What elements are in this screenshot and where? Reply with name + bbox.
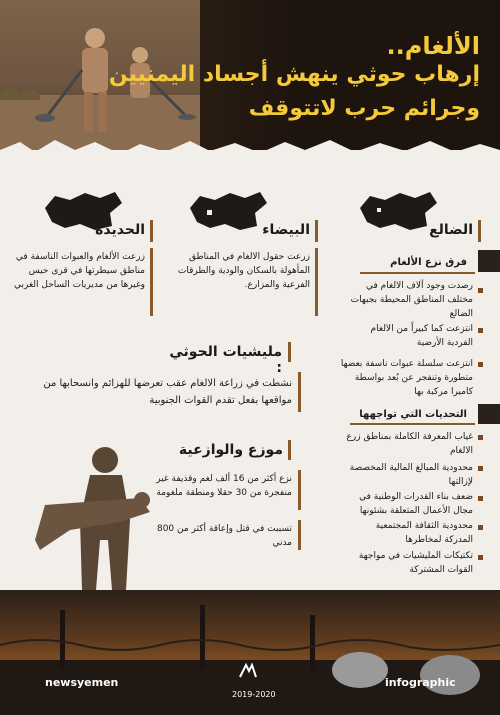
demining-item-2: انتزعت كما كبيراً من الالغام الفردية الأرضية — [370, 324, 473, 348]
title-line-1: الألغام.. — [386, 32, 480, 60]
challenges-underline — [350, 423, 475, 425]
challenge-item-2: محدودية المبالغ المالية المخصصة لإزالتها — [349, 463, 473, 487]
main-content — [0, 150, 500, 590]
challenge-dot-4 — [478, 525, 483, 530]
challenge-dot-3 — [478, 496, 483, 501]
bayda-text-bar — [315, 248, 318, 316]
dhale-title: الضالع — [429, 222, 473, 238]
hodeidah-text-bar — [150, 248, 153, 316]
bayda-title: البيضاء — [262, 222, 310, 238]
distribution-title: موزع والوازعية — [178, 442, 283, 458]
demining-item-3: انتزعت سلسلة عبوات ناسفة بعضها متطورة وتنفجر عن بُعد بواسطة كاميرا مركبة بها — [340, 359, 473, 397]
militia-text: نشطت في زراعة الالغام عقب تعرضها للهزائم وانسحابها من مواقعها بفعل تقدم القوات الجنوبية — [43, 378, 292, 406]
militia-bar — [288, 342, 291, 362]
torn-edge — [0, 132, 500, 150]
footer-year: 2019-2020 — [232, 690, 276, 699]
challenge-dot-1 — [478, 435, 483, 440]
hodeidah-title: الحديدة — [95, 222, 145, 238]
challenge-item-1: غياب المعرفة الكاملة بمناطق زرع الالغام — [346, 432, 473, 456]
challenges-label: التحديات التي تواجهها — [359, 409, 467, 420]
title-line-2: إرهاب حوثي ينهش أجساد اليمنيين — [108, 62, 480, 87]
challenge-item-3: ضعف بناء القدرات الوطنية في مجال الأعمال المتعلقة بشئونها — [359, 492, 473, 516]
challenge-item-4: محدودية الثقافة المجتمعية المدركة لمخاطرها — [375, 521, 473, 545]
hodeidah-text: زرعت الألغام والعبوات الناسفة في مناطق سيطرتها في قرى حيس وغيرها من مديريات الساحل الغربي — [13, 252, 145, 290]
bayda-text: زرعت حقول الالغام في المناطق المأهولة بالسكان والودية والطرقات الفرعية والمزارع. — [177, 252, 310, 290]
distribution-text-bar-1 — [298, 470, 301, 510]
demining-dot-1 — [478, 288, 483, 293]
demining-dot-2 — [478, 328, 483, 333]
challenge-dot-2 — [478, 466, 483, 471]
hodeidah-bar — [150, 220, 153, 242]
challenge-item-5: تكتيكات المليشيات في مواجهة القوات المشتركة — [358, 551, 473, 575]
demining-dot-3 — [478, 362, 483, 367]
militia-title: مليشيات الحوثي : — [169, 344, 282, 376]
militia-text-bar — [298, 372, 301, 412]
demining-item-1: رصدت وجود آلاف الالغام في مختلف المناطق المحيطة بجبهات الضالع — [350, 281, 473, 319]
header — [0, 0, 500, 150]
footer-right: infographic — [385, 676, 456, 689]
dhale-bar — [478, 220, 481, 242]
demining-label: فرق نزع الألغام — [390, 257, 467, 268]
bayda-bar — [315, 220, 318, 242]
distribution-bar — [288, 440, 291, 460]
distribution-item-2: تسببت في قتل وإعاقة أكثر من 800 مدني — [156, 524, 292, 548]
footer-left: newsyemen — [45, 676, 119, 689]
site-logo-icon — [237, 662, 259, 680]
demining-flag — [478, 250, 500, 272]
title-line-3: وجرائم حرب لاتتوقف — [248, 96, 480, 121]
soldier-carrying-child-icon — [30, 440, 170, 590]
distribution-text-bar-2 — [298, 520, 301, 550]
distribution-item-1: نزع أكثر من 16 ألف لغم وقذيفة غير منفجرة من 30 حقلا ومنطقة ملغومة — [156, 474, 292, 498]
challenges-flag — [478, 404, 500, 424]
demining-underline — [360, 272, 475, 274]
challenge-dot-5 — [478, 555, 483, 560]
